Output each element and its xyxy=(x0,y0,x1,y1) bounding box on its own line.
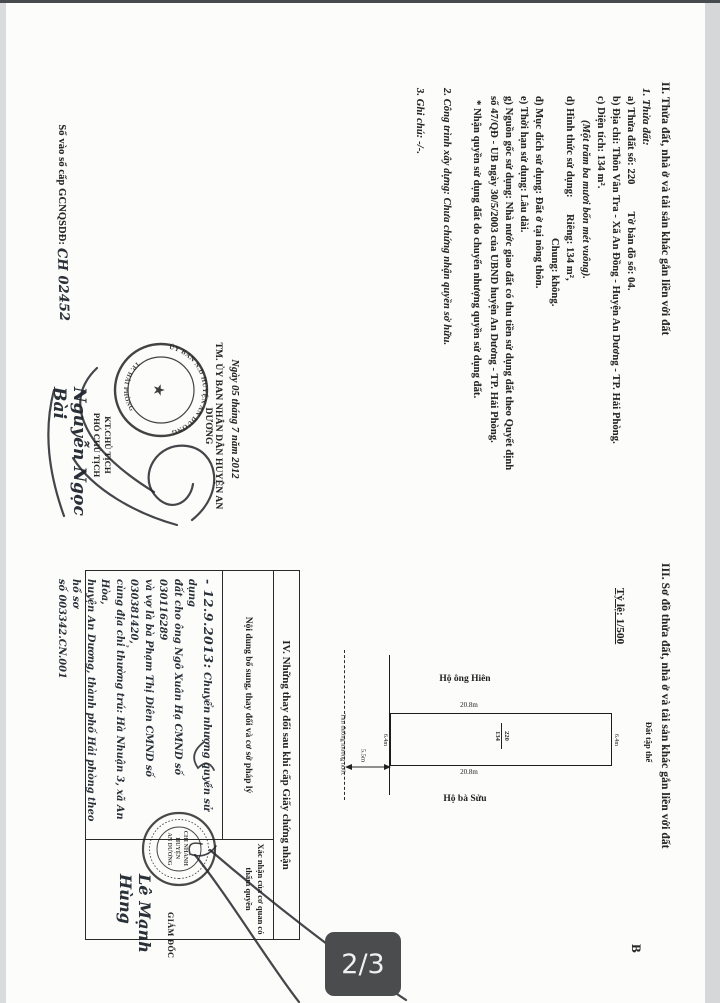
section-iii-heading: III. Sơ đồ thửa đất, nhà ở và tài sản khác gắn liền với đất xyxy=(659,563,671,849)
signer-title-2: PHÓ CHỦ TỊCH xyxy=(92,412,102,478)
photo-edge-right xyxy=(705,3,720,1003)
entry-line-5: huyện An Dương, thành phố Hải phòng theo hồ sơ xyxy=(70,579,96,822)
issue-date: Ngày 05 tháng 7 năm 2012 xyxy=(229,359,240,479)
section-ii-heading: II. Thửa đất, nhà ở và tài sản khác gắn liền với đất xyxy=(659,82,671,336)
stamp-arc-top-text: ỦY BAN N.D HUYỆN AN DƯƠNG xyxy=(168,343,209,436)
use-term-line: e) Thời hạn sử dụng: Lâu dài. xyxy=(518,96,529,233)
use-form-shared-line: Chung: không. xyxy=(549,238,560,307)
registry-label: Số vào sổ cấp GCNQSDĐ: xyxy=(56,124,67,248)
registry-value-handwritten: CH 02452 xyxy=(53,247,72,322)
star-icon: ★ xyxy=(150,383,166,397)
map-scale: Tỷ lệ: 1/500 xyxy=(614,588,626,645)
stamp-arc-bottom-text: TP. HẢI PHÒNG xyxy=(121,359,141,413)
entry-line-3: và vợ là bà Phạm Thị Diên CMND số 030381420, xyxy=(128,579,154,777)
notes-line: 3. Ghi chú: -/-. xyxy=(414,88,425,155)
photo-edge-top xyxy=(0,0,720,3)
entry-line-4: cùng địa chỉ thường trú: Hà Nhuận 3, xã An Hòa, xyxy=(99,579,125,820)
entry-line-6: số 003342.CN.001 xyxy=(56,579,67,679)
director-signature-name: Lê Mạnh Hùng xyxy=(116,874,154,959)
south-neighbor-label: Hộ bà Sửu xyxy=(443,794,487,804)
stamp-line-2: HUYỆN xyxy=(174,837,180,860)
construction-line: 2. Công trình xây dựng: Chưa chứng nhận quyền sở hữu. xyxy=(441,88,452,346)
left-edge-dimension: 6.4m xyxy=(382,733,388,747)
page-letter: B xyxy=(629,944,644,953)
stamp-line-1: CHI NHÁNH xyxy=(182,830,188,866)
use-form-line: d) Hình thức sử dụng: Riêng: 134 m², xyxy=(564,96,575,281)
address-line: b) Địa chỉ: Thôn Vân Tra - Xã An Đồng - Huyện An Dương - TP. Hải Phòng. xyxy=(610,96,621,444)
entry-date: - 12.9.2013: xyxy=(201,579,216,669)
area-in-words-line: (Một trăm ba mươi bốn mét vuông). xyxy=(580,120,591,280)
director-title: GIÁM ĐỐC xyxy=(166,912,175,959)
use-origin-line-1: g) Nguồn gốc sử dụng: Nhà nước giao đất có thu tiền sử dụng đất theo Quyết định xyxy=(503,96,514,471)
page-indicator-badge xyxy=(325,932,401,996)
entry-line-2: đất cho ông Ngô Xuân Hạ CMND số 030116289 xyxy=(157,579,183,776)
table-col2-header: Xác nhận của cơ quan có thẩm quyền xyxy=(244,843,266,935)
parcel-number-line: a) Thửa đất số: 220 Tờ bản đồ số: 04. xyxy=(625,96,636,291)
top-edge-dimension: 20.8m xyxy=(460,701,478,709)
changes-table-title: IV. Những thay đổi sau khi cấp Giấy chứng nhận xyxy=(273,571,299,939)
section-ii-subheading: 1. Thửa đất: xyxy=(640,88,652,146)
use-purpose-line: đ) Mục đích sử dụng: Đất ở tại nông thôn. xyxy=(533,96,544,289)
page-indicator-text: 2/3 xyxy=(341,948,385,980)
offset-dimension-label: 5.5m xyxy=(359,748,367,763)
chairman-signature-name: Nguyễn Ngọc Bài xyxy=(49,387,89,523)
stamp-line-3: AN DƯƠNG xyxy=(166,832,172,866)
area-line: c) Diện tích: 134 m². xyxy=(595,96,606,189)
signer-title-1: KT.CHỦ TỊCH xyxy=(103,416,113,474)
certificate-page-2 xyxy=(15,22,695,527)
parcel-area-value: 134 xyxy=(494,723,503,749)
entry-line-1-text: Chuyển nhượng quyền sử dụng xyxy=(186,579,212,812)
chairman-signature-flourish-icon xyxy=(15,22,695,527)
north-neighbor-label: Hộ ông Hiên xyxy=(439,674,491,684)
canal-centerline-label: Tim đường mương nước xyxy=(339,713,347,776)
transfer-note-line: * Nhận quyền sử dụng đất do chuyển nhượng quyền sử dụng đất. xyxy=(471,100,482,399)
use-origin-line-2: số 47/QĐ - UB ngày 30/5/2003 của UBND huyện An Dương - TP. Hải Phòng. xyxy=(488,96,499,443)
right-edge-dimension: 6.4m xyxy=(613,733,619,747)
table-col1-header: Nội dung bổ sung, thay đổi và cơ sở pháp lý xyxy=(243,616,253,794)
east-neighbor-label: Đất tập thể xyxy=(644,721,654,763)
issuing-authority: TM. ỦY BAN NHÂN DÂN HUYỆN AN DƯƠNG xyxy=(203,342,223,513)
bottom-edge-dimension: 20.8m xyxy=(460,768,478,776)
parcel-number-value: 220 xyxy=(503,731,510,741)
